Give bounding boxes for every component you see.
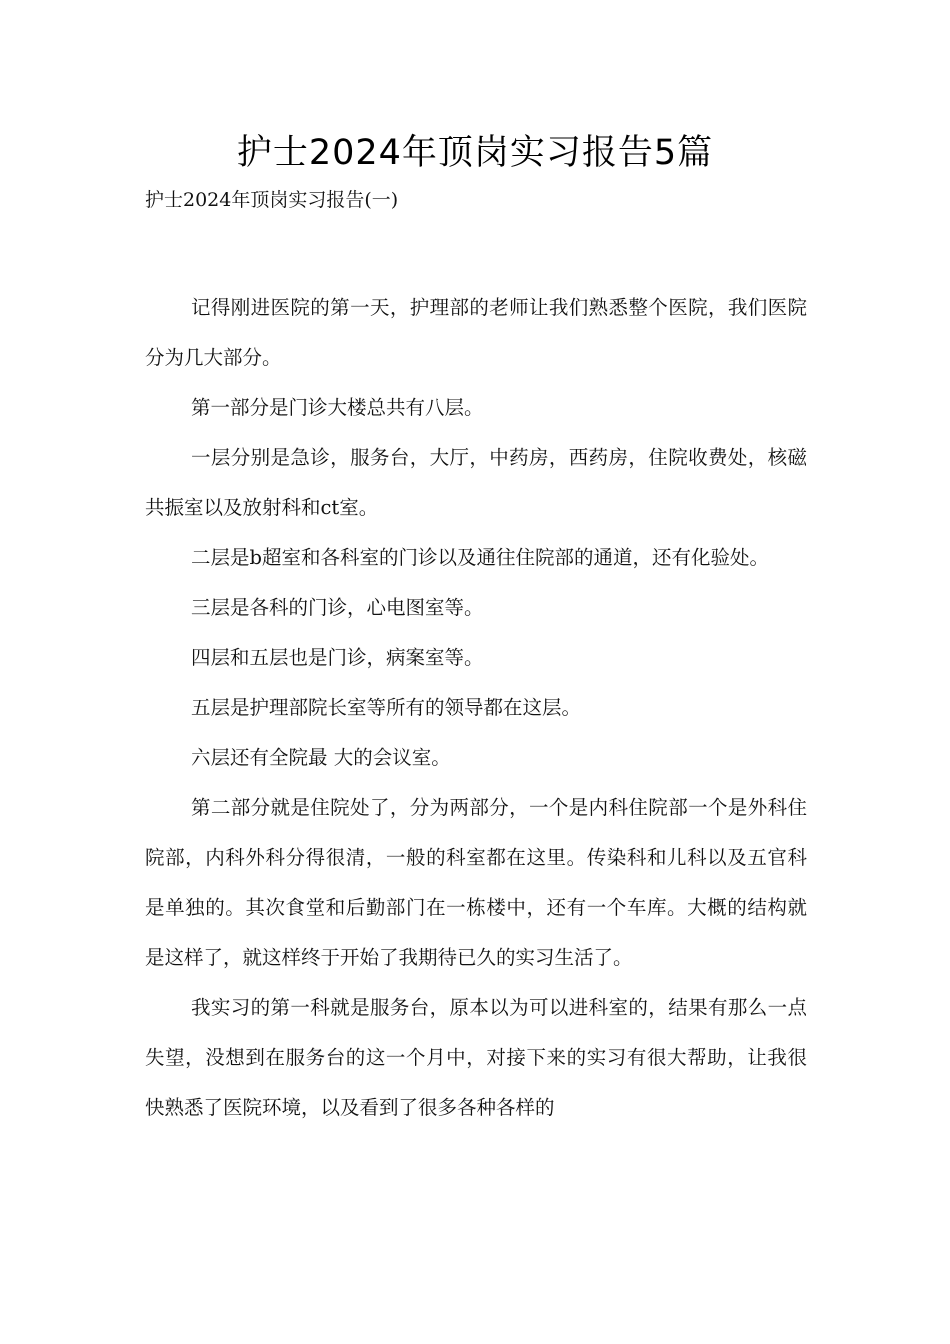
paragraph: 六层还有全院最 大的会议室。 bbox=[191, 746, 451, 769]
document-title: 护士2024年顶岗实习报告5篇 bbox=[236, 133, 714, 173]
paragraph: 一层分别是急诊，服务台，大厅，中药房，西药房，住院收费处，核磁共振室以及放射科和ct室。 bbox=[145, 446, 807, 519]
document-subtitle: 护士2024年顶岗实习报告(一) bbox=[145, 189, 399, 211]
document-body bbox=[145, 283, 807, 1133]
paragraph: 二层是b超室和各科室的门诊以及通往住院部的通道，还有化验处。 bbox=[191, 546, 769, 569]
paragraph: 第一部分是门诊大楼总共有八层。 bbox=[191, 396, 484, 419]
paragraph: 三层是各科的门诊，心电图室等。 bbox=[191, 596, 484, 619]
paragraph: 五层是护理部院长室等所有的领导都在这层。 bbox=[191, 696, 582, 719]
paragraph: 四层和五层也是门诊，病案室等。 bbox=[191, 646, 484, 669]
paragraph: 记得刚进医院的第一天，护理部的老师让我们熟悉整个医院，我们医院分为几大部分。 bbox=[145, 296, 807, 369]
paragraph: 第二部分就是住院处了，分为两部分，一个是内科住院部一个是外科住院部，内科外科分得很清，一般的科室都在这里。传染科和儿科以及五官科是单独的。其次食堂和后勤部门在一栋楼中，还有一个车库。大概的结构就是这样了，就这样终于开始了我期待已久的实习生活了。 bbox=[145, 796, 807, 969]
paragraph: 我实习的第一科就是服务台，原本以为可以进科室的，结果有那么一点失望，没想到在服务台的这一个月中，对接下来的实习有很大帮助，让我很快熟悉了医院环境，以及看到了很多各种各样的 bbox=[145, 996, 807, 1119]
